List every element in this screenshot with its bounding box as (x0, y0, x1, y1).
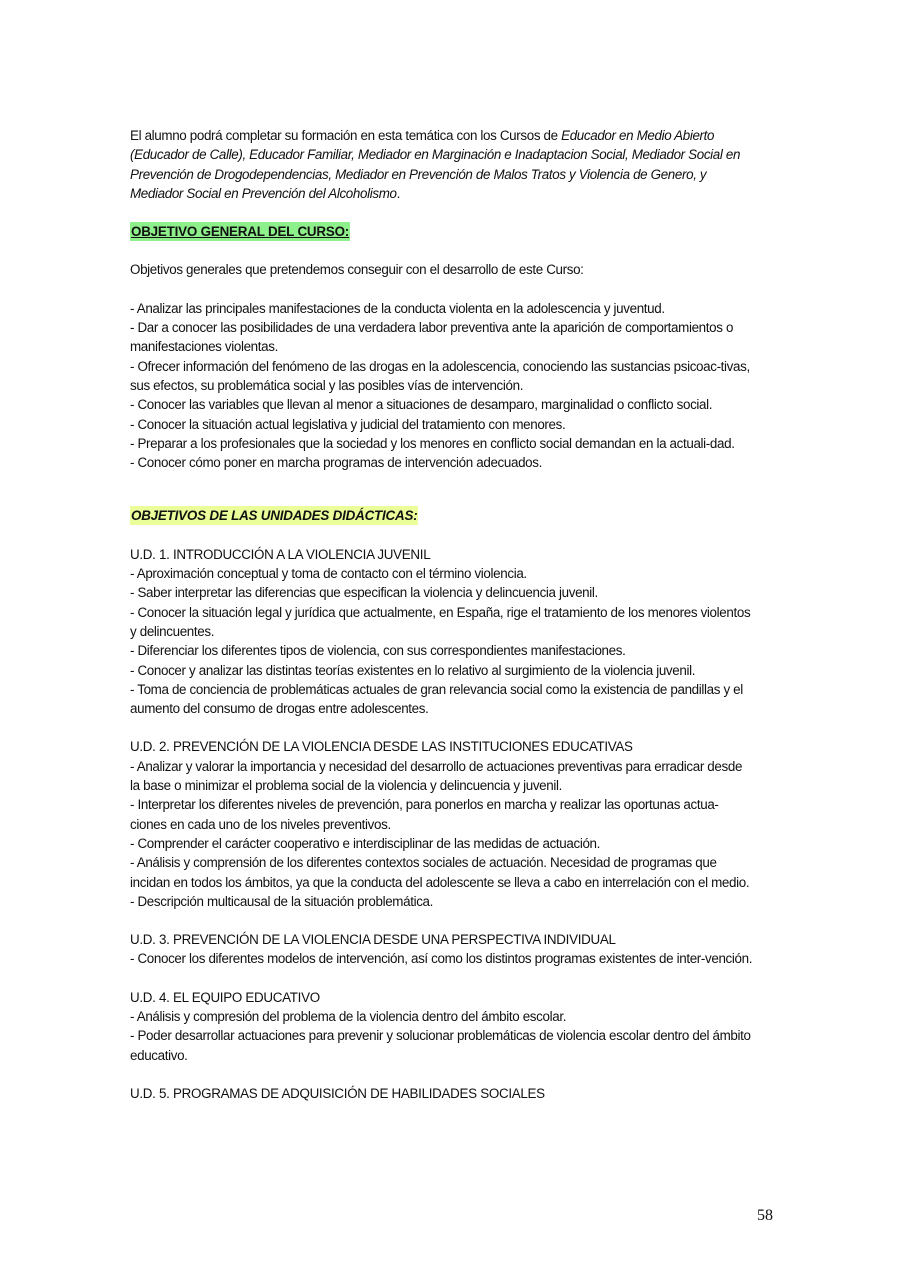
unit-1 (130, 545, 755, 719)
document-page (130, 126, 755, 1103)
unit-title: U.D. 3. PREVENCIÓN DE LA VIOLENCIA DESDE UNA PERSPECTIVA INDIVIDUAL (130, 932, 616, 948)
unit-item: - Comprender el carácter cooperativo e interdisciplinar de las medidas de actuación. (130, 835, 601, 851)
unit-item: - Conocer y analizar las distintas teorías existentes en lo relativo al surgimiento de la violencia juvenil. (130, 662, 696, 678)
general-objective-heading: OBJETIVO GENERAL DEL CURSO: (131, 224, 350, 240)
unit-item: - Aproximación conceptual y toma de contacto con el término violencia. (130, 566, 527, 582)
page-number: 58 (757, 1207, 773, 1224)
general-objective-item: - Dar a conocer las posibilidades de una verdadera labor preventiva ante la aparición de comportamientos o manifestaciones violentas. (130, 320, 734, 355)
unit-item: - Descripción multicausal de la situación problemática. (130, 893, 434, 909)
general-objective-intro: Objetivos generales que pretendemos conseguir con el desarrollo de este Curso: (130, 262, 584, 278)
general-objective-item: - Conocer cómo poner en marcha programas de intervención adecuados. (130, 455, 542, 471)
intro-prefix: El alumno podrá completar su formación en esta temática con los Cursos de (130, 128, 562, 143)
general-objective-item: - Conocer la situación actual legislativa y judicial del tratamiento con menores. (130, 416, 566, 432)
unit-2 (130, 737, 755, 911)
unit-item: - Analizar y valorar la importancia y necesidad del desarrollo de actuaciones preventivas para erradicar desde la base o minimizar el problema social de la violencia y delincuencia y juvenil. (130, 758, 743, 794)
didactic-units-heading: OBJETIVOS DE LAS UNIDADES DIDÁCTICAS: (131, 508, 418, 524)
general-objective-item: - Conocer las variables que llevan al menor a situaciones de desamparo, marginalidad o conflicto social. (130, 397, 713, 413)
unit-4 (130, 988, 755, 1065)
intro-courses: Educador en Medio Abierto (Educador de Calle), Educador Familiar, Mediador en Marginación e Inadaptacion Social, Mediador Social en Prevención de Drogodependencias, Mediador en Prevención de Malos Tratos y Violencia de Genero, y Mediador Social en Prevención del Alcoholismo (130, 128, 741, 201)
unit-item: - Análisis y comprensión de los diferentes contextos sociales de actuación. Necesidad de programas que incidan en todos los ámbitos, ya que la conducta del adolescente se lleva a cabo en interrelación con el medio. (130, 855, 750, 890)
unit-item: - Análisis y compresión del problema de la violencia dentro del ámbito escolar. (130, 1008, 567, 1024)
unit-5 (130, 1084, 755, 1103)
unit-item: - Poder desarrollar actuaciones para prevenir y solucionar problemáticas de violencia escolar dentro del ámbito educativo. (130, 1028, 751, 1063)
unit-title: U.D. 5. PROGRAMAS DE ADQUISICIÓN DE HABILIDADES SOCIALES (130, 1085, 545, 1101)
intro-paragraph (130, 126, 755, 203)
unit-item: - Toma de conciencia de problemáticas actuales de gran relevancia social como la existencia de pandillas y el aumento del consumo de drogas entre adolescentes. (130, 681, 743, 717)
unit-item: - Saber interpretar las diferencias que especifican la violencia y delincuencia juvenil. (130, 585, 598, 601)
unit-item: - Conocer la situación legal y jurídica que actualmente, en España, rige el tratamiento de los menores violentos y delincuentes. (130, 604, 751, 639)
unit-title: U.D. 1. INTRODUCCIÓN A LA VIOLENCIA JUVENIL (130, 546, 431, 562)
unit-item: - Interpretar los diferentes niveles de prevención, para ponerlos en marcha y realizar las oportunas actua-ciones en cada uno de los niveles preventivos. (130, 797, 719, 832)
unit-3 (130, 930, 755, 969)
unit-title: U.D. 2. PREVENCIÓN DE LA VIOLENCIA DESDE LAS INSTITUCIONES EDUCATIVAS (130, 739, 633, 755)
unit-item: - Diferenciar los diferentes tipos de violencia, con sus correspondientes manifestaciones. (130, 643, 626, 659)
unit-title: U.D. 4. EL EQUIPO EDUCATIVO (130, 989, 320, 1005)
intro-suffix: . (396, 185, 400, 201)
general-objective-list (130, 299, 755, 473)
general-objective-item: - Ofrecer información del fenómeno de las drogas en la adolescencia, conociendo las sustancias psicoac-tivas, sus efectos, su problemática social y las posibles vías de intervención. (130, 358, 750, 393)
unit-item: - Conocer los diferentes modelos de intervención, así como los distintos programas existentes de inter-vención. (130, 951, 753, 967)
general-objective-item: - Preparar a los profesionales que la sociedad y los menores en conflicto social demandan en la actuali-dad. (130, 435, 735, 451)
general-objective-item: - Analizar las principales manifestaciones de la conducta violenta en la adolescencia y juventud. (130, 300, 665, 316)
